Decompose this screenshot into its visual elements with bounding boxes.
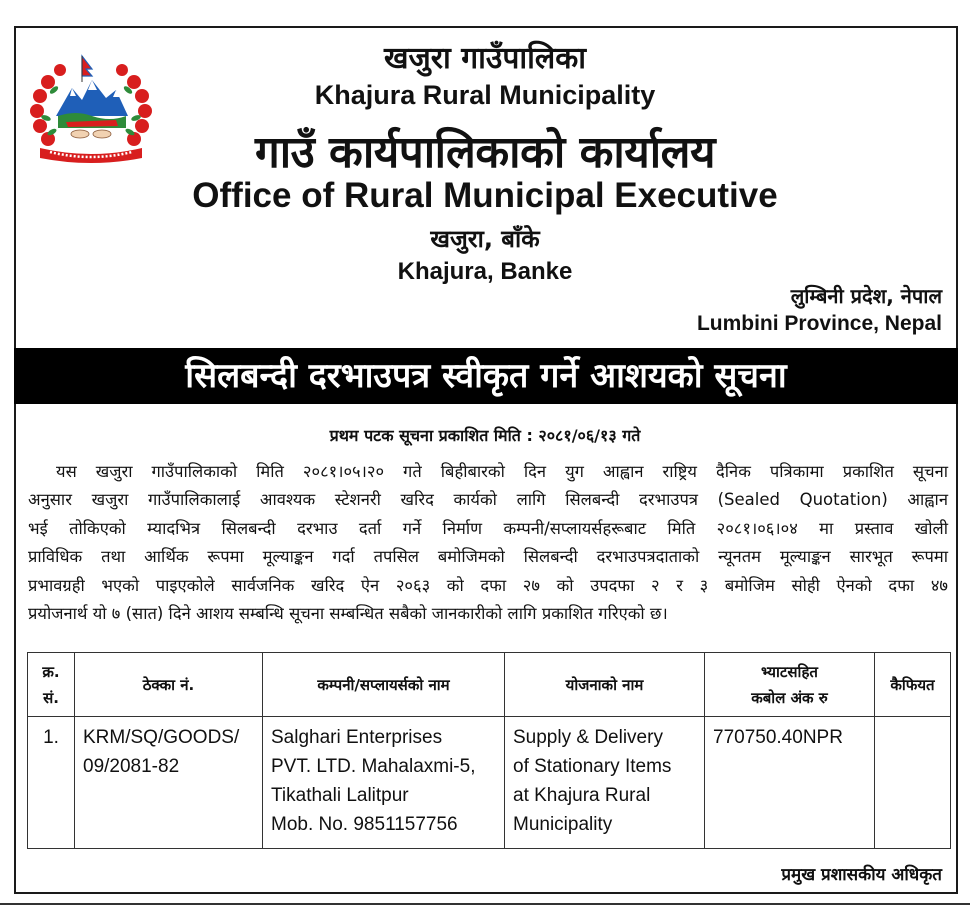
quotation-table (27, 652, 951, 849)
signatory: प्रमुख प्रशासकीय अधिकृत (781, 865, 942, 885)
cell-project-line: of Stationary Items (513, 756, 672, 777)
cell-sn: 1. (28, 717, 75, 849)
col-header-contract: ठेक्का नं. (75, 653, 263, 717)
cell-company (263, 717, 505, 849)
cell-company-line: Mob. No. 9851157756 (271, 814, 458, 835)
col-header-sn (28, 653, 75, 717)
page-bottom-rule (0, 903, 970, 905)
col-header-amount (705, 653, 875, 717)
cell-project-line: Supply & Delivery (513, 727, 663, 748)
notice-body-line: अनुसार खजुरा गाउँपालिकालाई आवश्यक स्टेशनरी खरिद कार्यको लागि सिलबन्दी दरभाउपत्र (Sealed Quotation) आह्वान (28, 490, 948, 510)
col-header-project: योजनाको नाम (505, 653, 705, 717)
municipality-name-en: Khajura Rural Municipality (314, 80, 656, 110)
location-np: खजुरा, बाँके (430, 225, 540, 253)
notice-body-line: प्रयोजनार्थ यो ७ (सात) दिने आशय सम्बन्धि सूचना सम्बन्धित सबैको जानकारीको लागि प्रकाशित गरिएको छ। (28, 604, 668, 624)
notice-body-line: यस खजुरा गाउँपालिकाको मिति २०८१।०५।२० गते बिहीबारको दिन युग आह्वान राष्ट्रिय दैनिक पत्रिकामा प्रकाशित सूचना (56, 462, 948, 481)
municipality-name-np: खजुरा गाउँपालिका (383, 41, 587, 76)
col-header-remarks: कैफियत (875, 653, 951, 717)
cell-amount: 770750.40NPR (705, 717, 875, 849)
notice-body (28, 458, 948, 628)
cell-remarks (875, 717, 951, 849)
notice-body-line: प्राविधिक तथा आर्थिक रूपमा मूल्याङ्कन गर्दा तपसिल बमोजिमको सिलबन्दी दरभाउपत्रदाताको न्यूनतम मूल्याङ्कन सारभूत रूपमा (28, 547, 948, 567)
notice-title-banner: सिलबन्दी दरभाउपत्र स्वीकृत गर्ने आशयको सूचना (14, 348, 958, 404)
cell-project (505, 717, 705, 849)
cell-contract-line: 09/2081-82 (83, 756, 180, 777)
col-header-amount-line2: कबोल अंक रु (751, 688, 828, 707)
location-en: Khajura, Banke (397, 258, 573, 285)
cell-project-line: Municipality (513, 814, 613, 835)
notice-body-line: प्रभावग्रही भएको पाइएकोले सार्वजनिक खरिद ऐन २०६३ को दफा २७ को उपदफा २ र ३ बमोजिम सोही ऐनको दफा ४७ (28, 575, 948, 595)
table-header-row (28, 653, 951, 717)
office-name-en: Office of Rural Municipal Executive (192, 176, 778, 215)
province-en: Lumbini Province, Nepal (696, 312, 942, 335)
first-published-date: प्रथम पटक सूचना प्रकाशित मिति : २०८१/०६/१३ गते (329, 426, 641, 445)
province-np: लुम्बिनी प्रदेश, नेपाल (790, 284, 942, 308)
cell-company-line: Salghari Enterprises (271, 727, 443, 748)
col-header-amount-line1: भ्याटसहित (761, 662, 818, 681)
notice-body-line: भई तोकिएको म्यादभित्र सिलबन्दी दरभाउ दर्ता गर्ने निर्माण कम्पनी/सप्लायर्सहरूबाट मिति २०८१।०६।०४ मा प्रस्ताव खोली (28, 518, 948, 538)
office-name-np: गाउँ कार्यपालिकाको कार्यालय (254, 127, 716, 178)
cell-company-line: PVT. LTD. Mahalaxmi-5, (271, 756, 476, 777)
table-row (28, 717, 951, 849)
cell-company-line: Tikathali Lalitpur (271, 785, 409, 806)
col-header-company: कम्पनी/सप्लायर्सको नाम (263, 653, 505, 717)
col-header-sn-line1: क्र. (42, 662, 60, 681)
cell-project-line: at Khajura Rural (513, 785, 651, 806)
cell-contract-line: KRM/SQ/GOODS/ (83, 727, 240, 748)
cell-contract (75, 717, 263, 849)
col-header-sn-line2: सं. (43, 688, 59, 707)
